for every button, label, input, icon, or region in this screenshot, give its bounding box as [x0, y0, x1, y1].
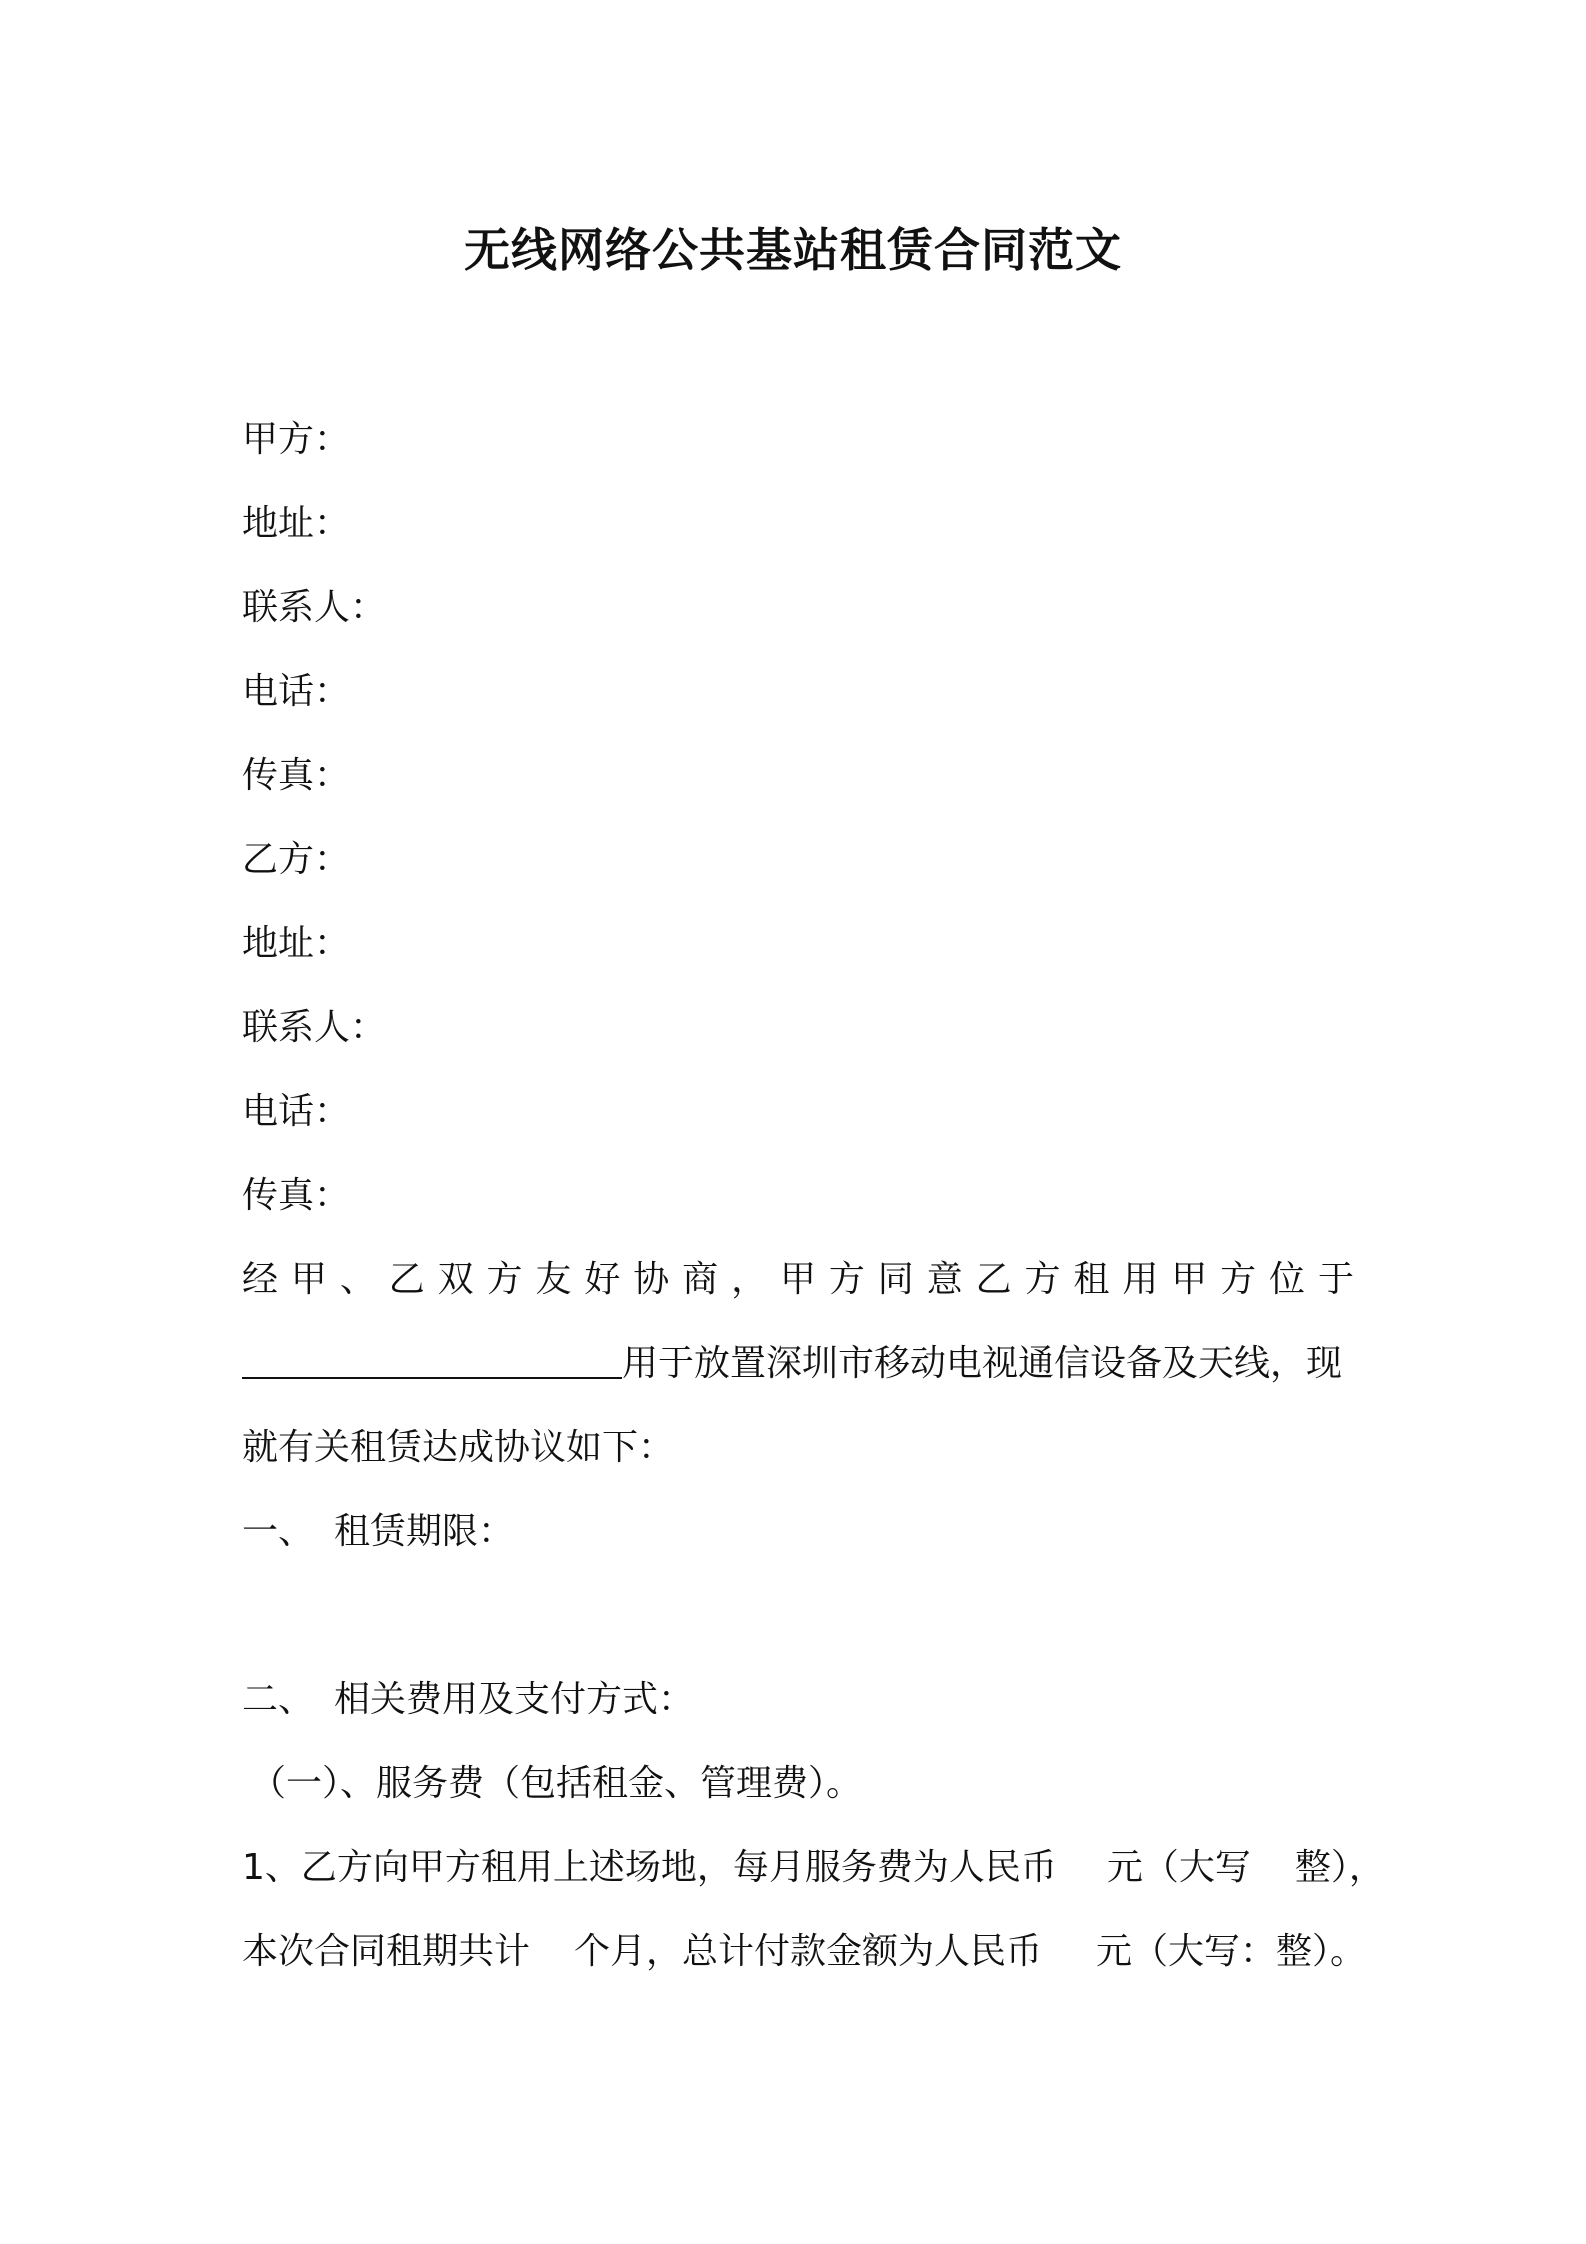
intro-line-1-char: 好	[584, 1259, 621, 1300]
intro-line-1-char: 双	[437, 1259, 474, 1300]
intro-line-1-char: 甲	[779, 1259, 816, 1300]
intro-line-1-char: 经	[242, 1259, 279, 1300]
party-b-contact: 联系人：	[242, 1007, 387, 1048]
intro-line-1-char: 租	[1073, 1259, 1110, 1300]
section-1-title: 租赁期限：	[334, 1511, 515, 1552]
intro-line-2-text: 用于放置深圳市移动电视通信设备及天线，现	[622, 1343, 1343, 1384]
party-b-phone: 电话：	[242, 1091, 351, 1132]
section-1-heading	[242, 1508, 1354, 1556]
item-1-line-1-part-c: 整），	[1294, 1847, 1385, 1888]
item-1-line-2	[242, 1928, 1367, 1976]
intro-line-1-char: 于	[1317, 1259, 1354, 1300]
location-blank	[242, 1347, 622, 1379]
party-b-label: 乙方：	[242, 839, 351, 880]
section-2-title: 相关费用及支付方式：	[334, 1679, 695, 1720]
party-a-label: 甲方：	[242, 419, 351, 460]
intro-line-2	[242, 1340, 1354, 1388]
intro-line-3: 就有关租赁达成协议如下：	[242, 1427, 675, 1468]
intro-line-1	[242, 1256, 1354, 1304]
section-2-subheading: （一）、服务费（包括租金、管理费）。	[250, 1763, 863, 1804]
section-2-heading	[242, 1676, 1354, 1724]
intro-line-1-char: 乙	[388, 1259, 425, 1300]
intro-line-1-char: 位	[1269, 1259, 1306, 1300]
intro-line-1-char: 用	[1122, 1259, 1159, 1300]
intro-line-1-char: 方	[1220, 1259, 1257, 1300]
intro-line-1-char: 方	[828, 1259, 865, 1300]
section-1-number: 一、	[242, 1511, 315, 1552]
intro-line-1-char: 方	[486, 1259, 523, 1300]
section-2-number: 二、	[242, 1679, 315, 1720]
intro-line-1-char: 甲	[1171, 1259, 1208, 1300]
intro-line-1-char: 乙	[975, 1259, 1012, 1300]
party-a-phone: 电话：	[242, 671, 351, 712]
item-1-line-1-part-a: 1、乙方向甲方租用上述场地，每月服务费为人民币	[242, 1847, 1057, 1888]
party-a-address: 地址：	[242, 503, 351, 544]
intro-line-1-char: 方	[1024, 1259, 1061, 1300]
party-a-fax: 传真：	[242, 755, 351, 796]
intro-line-1-char: 甲	[290, 1259, 327, 1300]
document-title: 无线网络公共基站租赁合同范文	[464, 223, 1122, 277]
intro-line-1-char: 同	[877, 1259, 914, 1300]
intro-line-1-char: 协	[633, 1259, 670, 1300]
party-b-address: 地址：	[242, 923, 351, 964]
intro-line-1-char: 、	[339, 1259, 376, 1300]
party-b-fax: 传真：	[242, 1175, 351, 1216]
intro-line-1-char: 友	[535, 1259, 572, 1300]
item-1-line-1-part-b: 元（大写	[1106, 1847, 1251, 1888]
item-1-line-2-part-c: 元（大写：整）。	[1096, 1931, 1367, 1972]
item-1-line-1	[242, 1844, 1385, 1892]
intro-line-1-char: ，	[731, 1259, 768, 1300]
item-1-line-2-part-a: 本次合同租期共计	[242, 1931, 531, 1972]
item-1-line-2-part-b: 个月，总计付款金额为人民币	[574, 1931, 1043, 1972]
intro-line-1-char: 意	[926, 1259, 963, 1300]
intro-line-1-char: 商	[682, 1259, 719, 1300]
party-a-contact: 联系人：	[242, 587, 387, 628]
